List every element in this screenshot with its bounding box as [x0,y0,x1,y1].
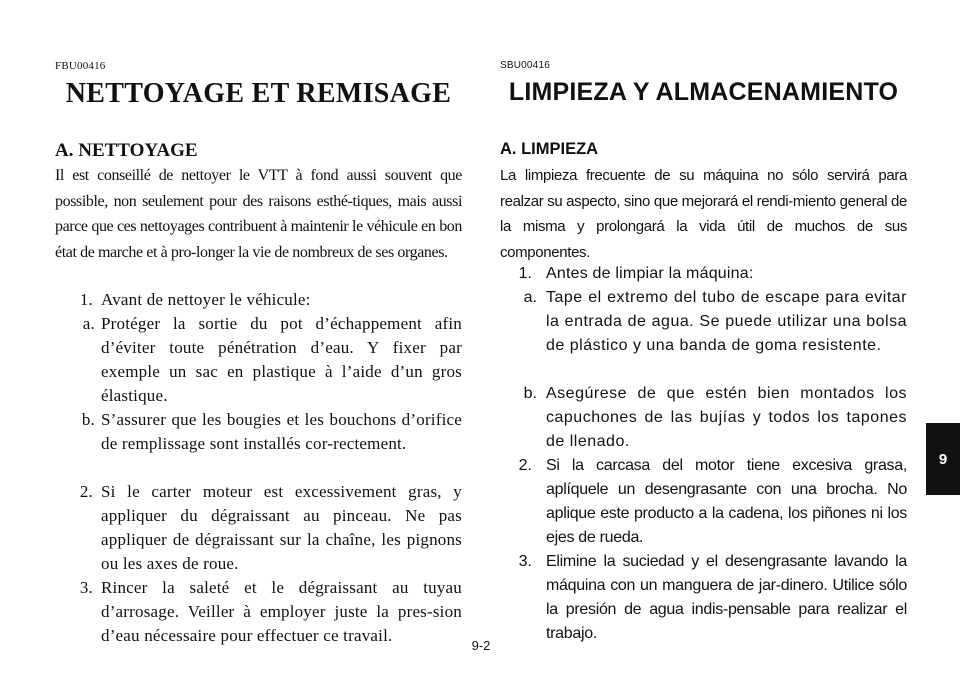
item-text: Si la carcasa del motor tiene excesiva grasa, aplíquele un desengrasante con una brocha. No aplique este producto a la cadena, los piñones ni los ejes de rueda. [546,457,907,546]
chapter-tab-label: 9 [938,450,948,468]
page-title: NETTOYAGE ET REMISAGE [65,78,452,109]
item-letter: b. [81,410,95,429]
item-number: 3. [518,553,532,570]
item-number: 3. [79,578,93,597]
item-text: Asegúrese de que estén bien montados los capuchones de las bujías y todos los tapones de llenado. [546,385,907,450]
item-number: 2. [518,457,532,474]
item-text: S’assurer que les bougies et les bouchons d’orifice de remplissage sont installés cor-rectement. [101,410,462,453]
item-text: Elimine la suciedad y el desengrasante lavando la máquina con un manguera de jar-dinero. Utilice sólo la presión de agua indis-pensable para realizar el trabajo. [546,553,907,642]
item-letter: a. [82,314,95,333]
french-column [55,0,462,678]
item-text: Antes de limpiar la máquina: [546,265,754,282]
item-text: Protéger la sortie du pot d’échappement afin d’éviter toute pénétration d’eau. Y fixer par exemple un sac en plastique à l’aide d’un gros élastique. [101,314,462,405]
item-text: Si le carter moteur est excessivement gras, y appliquer du dégraissant au pinceau. Ne pas appliquer de dégraissant sur la chaîne, les pignons ou les axes de roue. [101,482,462,573]
item-number: 1. [79,290,93,309]
page-number: 9-2 [471,638,491,653]
item-letter: a. [523,289,537,306]
chapter-tab [926,423,960,495]
section-heading: A. LIMPIEZA [500,140,599,158]
item-letter: b. [523,385,537,402]
section-heading: A. NETTOYAGE [55,140,198,161]
item-number: 1. [518,265,532,282]
section-code: FBU00416 [55,60,106,72]
page-title: LIMPIEZA Y ALMACENAMIENTO [508,78,899,106]
intro-paragraph: La limpieza frecuente de su máquina no sólo servirá para realzar su aspecto, sino que mejorará el rendi-miento general de la misma y prolongará la vida útil de muchos de sus componentes. [500,167,908,261]
item-text: Avant de nettoyer le véhicule: [101,290,311,309]
intro-paragraph: Il est conseillé de nettoyer le VTT à fond aussi souvent que possible, non seulement pour des raisons esthé-tiques, mais aussi parce que ces nettoyages contribuent à maintenir le véhicule en bon état de marche et à pro-longer la vie de nombreux de ses organes. [55,167,462,261]
item-text: Tape el extremo del tubo de escape para evitar la entrada de agua. Se puede utilizar una bolsa de plástico y una banda de goma resistente. [546,289,907,354]
spanish-column [500,0,907,678]
item-text: Rincer la saleté et le dégraissant au tuyau d’arrosage. Veiller à employer juste la pres-sion d’eau nécessaire pour effectuer ce travail. [101,578,462,645]
section-code: SBU00416 [500,60,550,71]
item-number: 2. [79,482,93,501]
